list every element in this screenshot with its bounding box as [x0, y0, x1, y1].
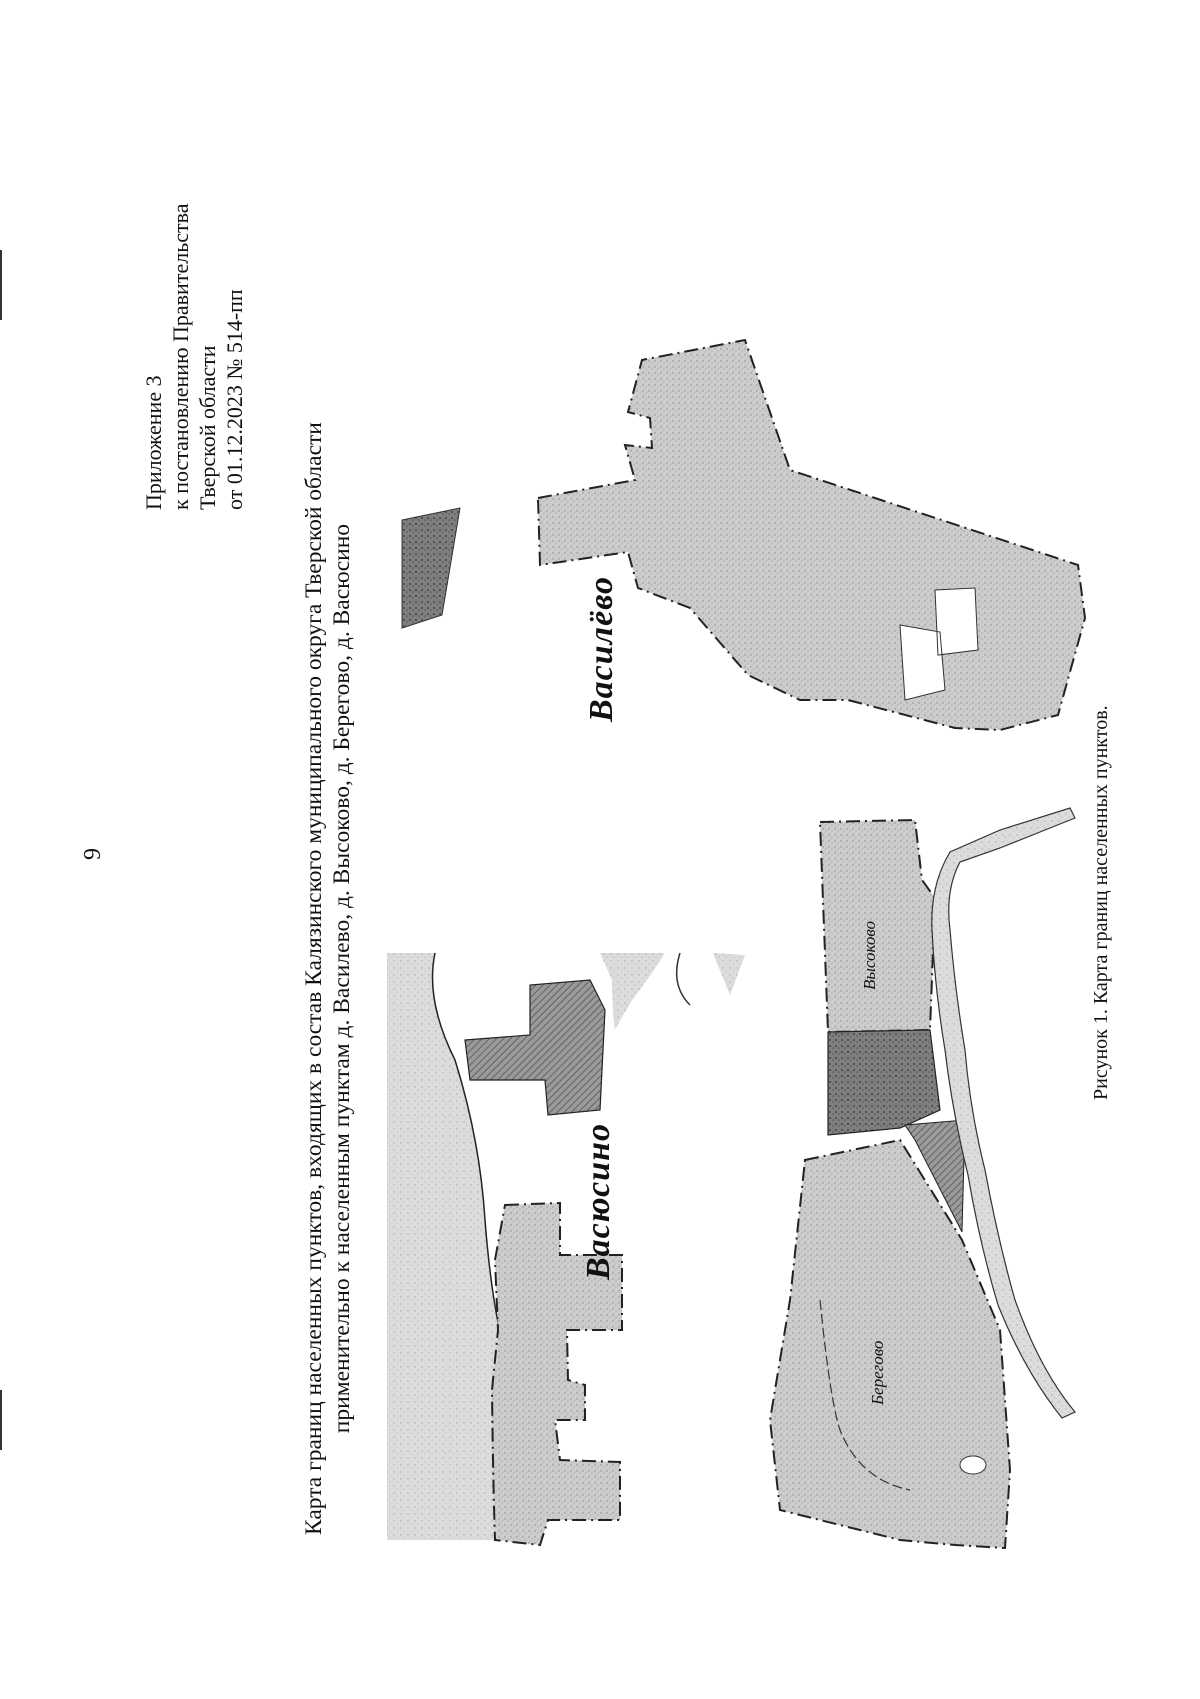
- label-vasilevo: Василёво: [583, 576, 620, 722]
- appendix-header: [140, 204, 248, 510]
- label-vysokovo: Высоково: [860, 921, 879, 990]
- map-vysokovo-beregovo-panel: [770, 808, 1075, 1548]
- document-title: [300, 422, 356, 1535]
- title-line-2: применительно к населенным пунктам д. Василево, д. Высоково, д. Береговo, д. Васюсино: [329, 523, 355, 1434]
- vasilevo-small-plot: [402, 508, 460, 628]
- label-beregovo: Берегово: [868, 1340, 887, 1405]
- vysokovo-dark-plot: [828, 1030, 940, 1135]
- appendix-line-1: Приложение 3: [141, 375, 166, 510]
- scan-edge-mark: [0, 250, 2, 320]
- label-vasyusino: Васюсино: [580, 1122, 617, 1280]
- scan-edge-mark: [0, 1390, 2, 1450]
- figure-caption: Рисунок 1. Карта границ населенных пунктов.: [1090, 705, 1112, 1100]
- map-vasyusino-panel: [387, 953, 745, 1545]
- vasyusino-small-triangle: [713, 953, 745, 995]
- appendix-line-2: к постановлению Правительства: [168, 203, 193, 510]
- page-number: 9: [80, 848, 106, 860]
- beregovo-pond: [960, 1456, 986, 1474]
- title-line-1: Карта границ населенных пунктов, входящих в состав Калязинского муниципального округа Тверской области: [301, 422, 327, 1535]
- vasyusino-field-area-right: [600, 953, 665, 1030]
- appendix-line-3: Тверской области: [195, 345, 220, 510]
- vasyusino-hatched-plot: [465, 980, 605, 1115]
- appendix-line-4: от 01.12.2023 № 514-пп: [222, 289, 247, 510]
- vasyusino-river-line: [677, 953, 690, 1005]
- map-vasilevo-panel: [402, 340, 1085, 730]
